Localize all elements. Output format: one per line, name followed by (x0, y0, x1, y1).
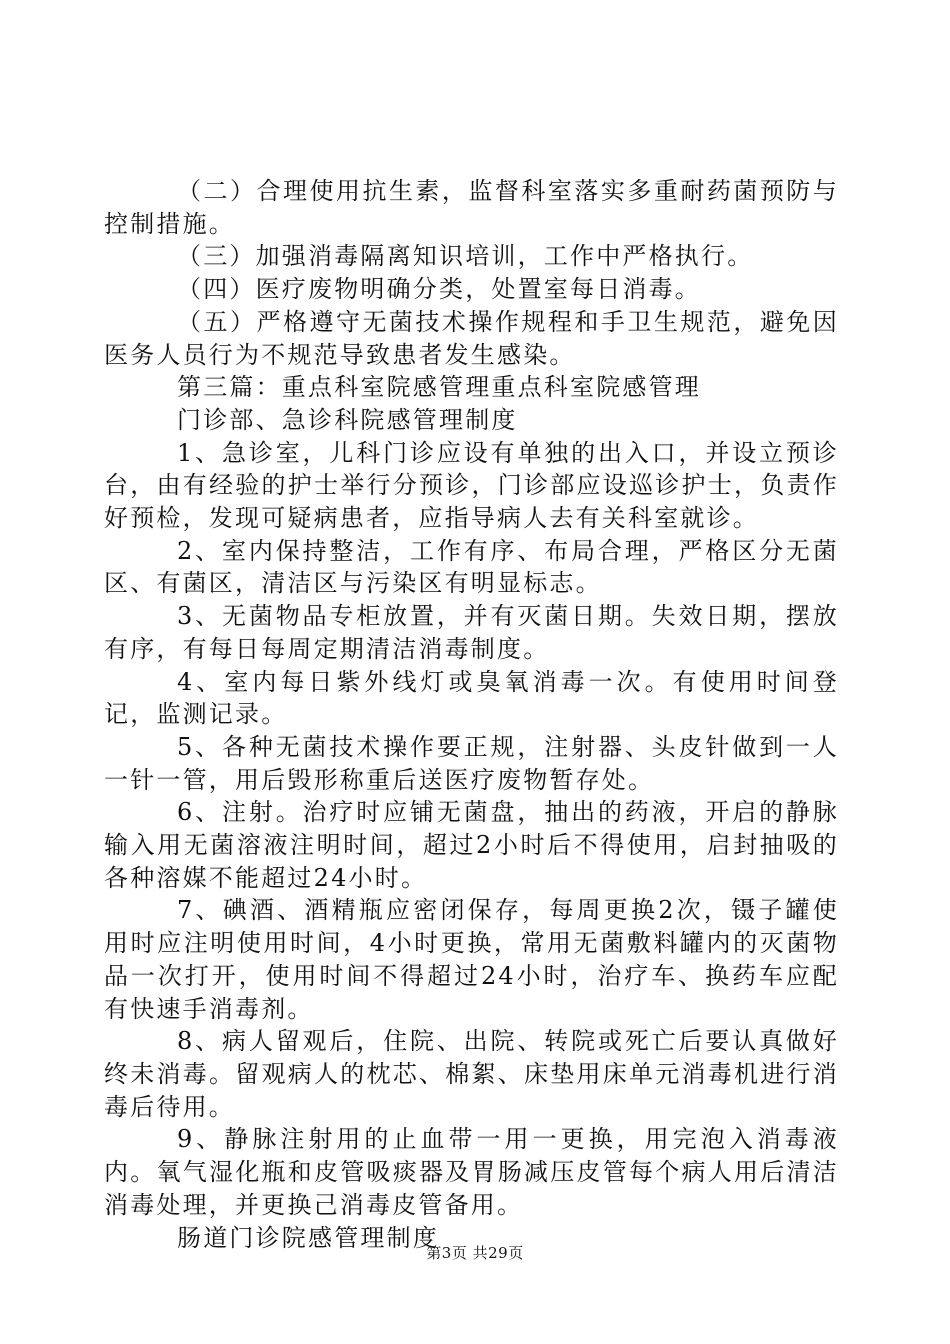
rule-item-1: 1、急诊室，儿科门诊应设有单独的出入口，并设立预诊台，由有经验的护士举行分预诊，门诊部应设巡诊护士，负责作好预检，发现可疑病患者，应指导病人去有关科室就诊。 (104, 438, 839, 533)
subheading-intestinal-clinic: 肠道门诊院感管理制度 (177, 1223, 439, 1252)
rule-item-5: 5、各种无菌技术操作要正规，注射器、头皮针做到一人一针一管，用后毁形称重后送医疗废物暂存处。 (104, 732, 839, 794)
paragraph-aseptic-technique: （五）严格遵守无菌技术操作规程和手卫生规范，避免因医务人员行为不规范导致患者发生感染。 (104, 307, 839, 369)
rule-item-4: 4、室内每日紫外线灯或臭氧消毒一次。有使用时间登记，监测记录。 (104, 667, 839, 729)
rule-item-9: 9、静脉注射用的止血带一用一更换，用完泡入消毒液内。氧气湿化瓶和皮管吸痰器及胃肠减压皮管每个病人用后清洁消毒处理，并更换己消毒皮管备用。 (104, 1125, 839, 1219)
paragraph-disinfection-training: （三）加强消毒隔离知识培训，工作中严格执行。 (177, 242, 754, 271)
rule-item-8: 8、病人留观后，住院、出院、转院或死亡后要认真做好终未消毒。留观病人的枕芯、棉絮、床垫用床单元消毒机进行消毒后待用。 (104, 1027, 839, 1121)
rule-item-2: 2、室内保持整洁，工作有序、布局合理，严格区分无菌区、有菌区，清洁区与污染区有明显标志。 (104, 536, 839, 598)
rule-item-3: 3、无菌物品专柜放置，并有灭菌日期。失效日期，摆放有序，有每日每周定期清洁消毒制度。 (104, 602, 839, 663)
paragraph-antibiotics: （二）合理使用抗生素，监督科室落实多重耐药菌预防与控制措施。 (104, 177, 839, 238)
paragraph-medical-waste: （四）医疗废物明确分类，处置室每日消毒。 (177, 275, 701, 304)
rule-item-6: 6、注射。治疗时应铺无菌盘，抽出的药液，开启的静脉输入用无菌溶液注明时间，超过2小时后不得使用，启封抽吸的各种溶媒不能超过24小时。 (104, 798, 839, 892)
subheading-outpatient-emergency: 门诊部、急诊科院感管理制度 (177, 405, 518, 434)
rule-item-7: 7、碘酒、酒精瓶应密闭保存，每周更换2次，镊子罐使用时应注明使用时间，4小时更换，常用无菌敷料罐内的灭菌物品一次打开，使用时间不得超过24小时，治疗车、换药车应配有快速手消毒剂。 (104, 896, 839, 1023)
section-heading-chapter-three: 第三篇：重点科室院感管理重点科室院感管理 (177, 373, 701, 402)
document-body (104, 175, 839, 1254)
page-number-footer: 第3页 共29页 (426, 1244, 524, 1262)
